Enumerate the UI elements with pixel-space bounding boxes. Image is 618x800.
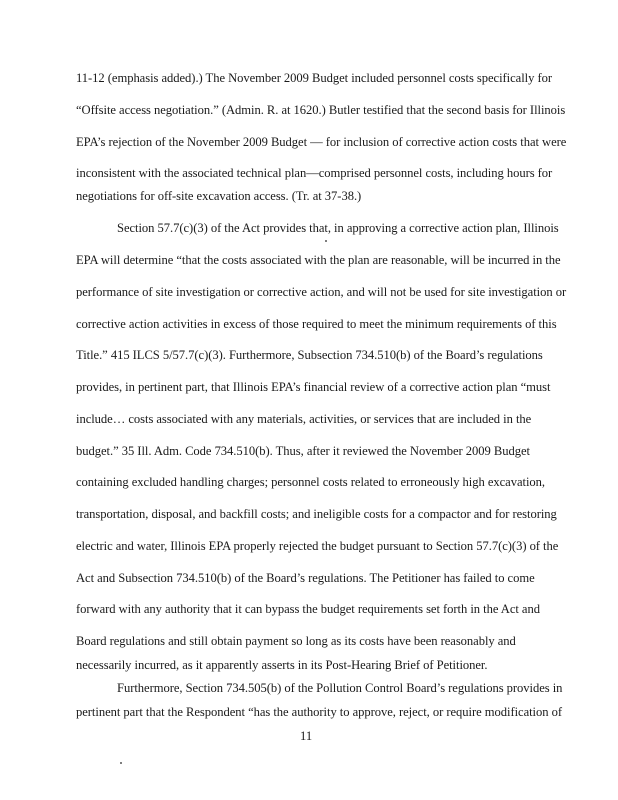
text-line: budget.” 35 Ill. Adm. Code 734.510(b). Thus, after it reviewed the November 2009 Budget xyxy=(76,444,530,458)
text-line: Act and Subsection 734.510(b) of the Board’s regulations. The Petitioner has failed to come xyxy=(76,571,535,585)
scan-speck xyxy=(120,762,122,764)
text-line: Title.” 415 ILCS 5/57.7(c)(3). Furthermore, Subsection 734.510(b) of the Board’s regulations xyxy=(76,348,543,362)
text-line: forward with any authority that it can bypass the budget requirements set forth in the Act and xyxy=(76,602,540,616)
text-line: electric and water, Illinois EPA properly rejected the budget pursuant to Section 57.7(c)(3) of the xyxy=(76,539,559,553)
text-line: performance of site investigation or corrective action, and will not be used for site investigation or xyxy=(76,285,567,299)
scan-speck xyxy=(325,240,327,242)
text-line: containing excluded handling charges; personnel costs related to erroneously high excavation, xyxy=(76,475,545,489)
text-line: EPA will determine “that the costs associated with the plan are reasonable, will be incurred in the xyxy=(76,253,561,267)
text-line: 11-12 (emphasis added).) The November 2009 Budget included personnel costs specifically for xyxy=(76,71,552,85)
paragraph-start-line: Section 57.7(c)(3) of the Act provides that, in approving a corrective action plan, Illinois xyxy=(117,221,559,235)
text-line: “Offsite access negotiation.” (Admin. R. at 1620.) Butler testified that the second basis for Illinois xyxy=(76,103,566,117)
text-line: corrective action activities in excess of those required to meet the minimum requirements of this xyxy=(76,317,557,331)
text-line: EPA’s rejection of the November 2009 Budget — for inclusion of corrective action costs that were xyxy=(76,135,567,149)
text-line: Board regulations and still obtain payment so long as its costs have been reasonably and xyxy=(76,634,516,648)
paragraph-start-line: Furthermore, Section 734.505(b) of the Pollution Control Board’s regulations provides in xyxy=(117,681,563,695)
text-line: necessarily incurred, as it apparently asserts in its Post-Hearing Brief of Petitioner. xyxy=(76,658,488,672)
text-line: transportation, disposal, and backfill costs; and ineligible costs for a compactor and for restoring xyxy=(76,507,557,521)
page-number: 11 xyxy=(300,729,313,743)
text-line: include… costs associated with any materials, activities, or services that are included in the xyxy=(76,412,532,426)
text-line: provides, in pertinent part, that Illinois EPA’s financial review of a corrective action plan “must xyxy=(76,380,551,394)
text-line: negotiations for off-site excavation access. (Tr. at 37-38.) xyxy=(76,189,362,203)
text-line: pertinent part that the Respondent “has the authority to approve, reject, or require modification of xyxy=(76,705,562,719)
text-line: inconsistent with the associated technical plan—comprised personnel costs, including hours for xyxy=(76,166,553,180)
